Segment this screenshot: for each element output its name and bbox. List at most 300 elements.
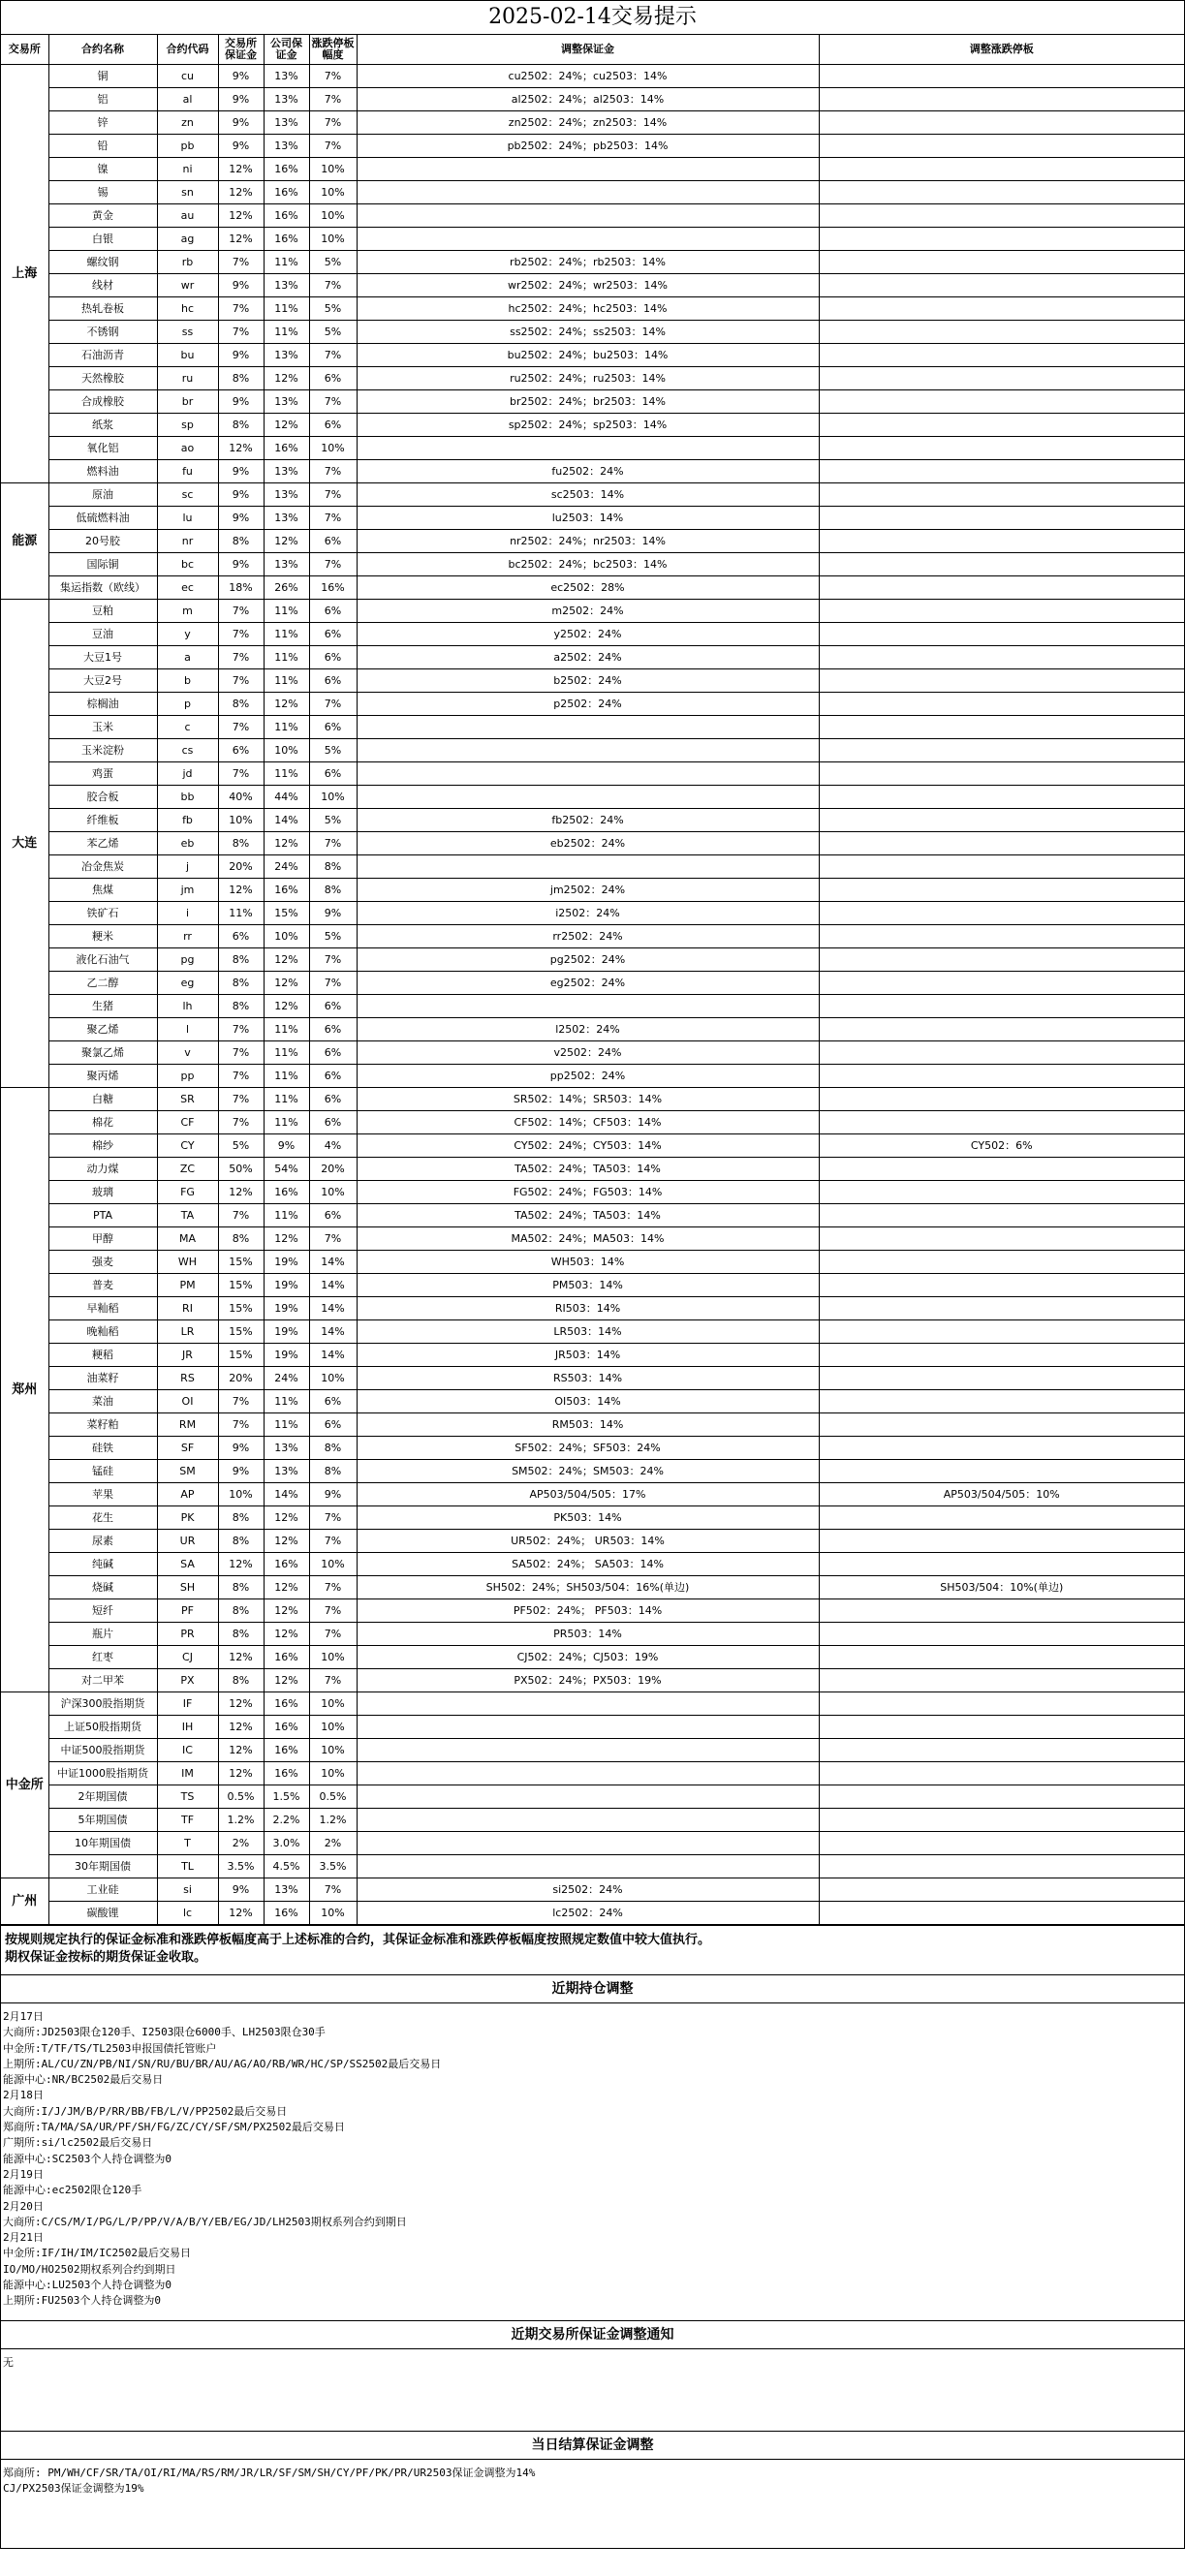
contract-code-cell: b [157, 669, 218, 693]
exchange-margin-cell: 9% [218, 1460, 264, 1483]
contract-code-cell: IM [157, 1762, 218, 1785]
adjusted-limit-cell [819, 344, 1184, 367]
company-margin-cell: 16% [264, 158, 309, 181]
adjusted-margin-cell: pp2502：24% [357, 1065, 819, 1088]
contract-code-cell: sc [157, 483, 218, 507]
table-row [1, 1762, 1184, 1785]
adjusted-limit-cell [819, 483, 1184, 507]
contract-code-cell: lh [157, 995, 218, 1018]
adjusted-limit-cell [819, 1599, 1184, 1623]
contract-name-cell: 聚氯乙烯 [48, 1041, 157, 1065]
table-row [1, 1460, 1184, 1483]
table-row [1, 1320, 1184, 1344]
company-margin-cell: 19% [264, 1274, 309, 1297]
price-limit-cell: 10% [309, 1716, 357, 1739]
price-limit-cell: 7% [309, 948, 357, 972]
text-line: 广期所:si/lc2502最后交易日 [3, 2136, 153, 2150]
price-limit-cell: 14% [309, 1274, 357, 1297]
adjusted-limit-cell: AP503/504/505：10% [819, 1483, 1184, 1506]
contract-name-cell: PTA [48, 1204, 157, 1227]
contract-code-cell: SA [157, 1553, 218, 1576]
price-limit-cell: 7% [309, 1576, 357, 1599]
exchange-margin-cell: 12% [218, 1762, 264, 1785]
company-margin-cell: 12% [264, 1506, 309, 1530]
adjusted-limit-cell [819, 1251, 1184, 1274]
table-row [1, 1111, 1184, 1134]
contract-code-cell: nr [157, 530, 218, 553]
adjusted-limit-cell [819, 390, 1184, 414]
table-row [1, 1669, 1184, 1692]
contract-name-cell: 豆油 [48, 623, 157, 646]
contract-name-cell: 2年期国债 [48, 1785, 157, 1809]
table-row [1, 1251, 1184, 1274]
company-margin-cell: 11% [264, 623, 309, 646]
header-adjusted-limit: 调整涨跌停板 [819, 35, 1184, 65]
table-row [1, 995, 1184, 1018]
adjusted-limit-cell [819, 1832, 1184, 1855]
company-margin-cell: 11% [264, 1018, 309, 1041]
contract-name-cell: 碳酸锂 [48, 1902, 157, 1925]
adjusted-margin-cell [357, 1762, 819, 1785]
adjusted-margin-cell: al2502：24%；al2503：14% [357, 88, 819, 111]
adjusted-limit-cell [819, 367, 1184, 390]
contract-code-cell: WH [157, 1251, 218, 1274]
exchange-margin-cell: 9% [218, 460, 264, 483]
company-margin-cell: 26% [264, 576, 309, 600]
exchange-margin-cell: 15% [218, 1274, 264, 1297]
exchange-margin-cell: 5% [218, 1134, 264, 1158]
price-limit-cell: 10% [309, 181, 357, 204]
adjusted-limit-cell [819, 693, 1184, 716]
contract-name-cell: 铁矿石 [48, 902, 157, 925]
exchange-margin-cell: 12% [218, 1646, 264, 1669]
contract-code-cell: bc [157, 553, 218, 576]
adjusted-limit-cell [819, 1506, 1184, 1530]
contract-name-cell: 豆粕 [48, 600, 157, 623]
adjusted-margin-cell: p2502：24% [357, 693, 819, 716]
adjusted-margin-cell [357, 1832, 819, 1855]
price-limit-cell: 7% [309, 88, 357, 111]
contract-name-cell: 5年期国债 [48, 1809, 157, 1832]
adjusted-margin-cell: TA502：24%；TA503：14% [357, 1204, 819, 1227]
exchange-margin-cell: 8% [218, 367, 264, 390]
exchange-name-cell: 上海 [1, 65, 48, 483]
price-limit-cell: 10% [309, 437, 357, 460]
exchange-margin-cell: 8% [218, 948, 264, 972]
company-margin-cell: 10% [264, 739, 309, 762]
contract-name-cell: 玻璃 [48, 1181, 157, 1204]
contract-code-cell: RM [157, 1413, 218, 1437]
contract-code-cell: IF [157, 1692, 218, 1716]
contract-name-cell: 纸浆 [48, 414, 157, 437]
adjusted-margin-cell [357, 995, 819, 1018]
adjusted-limit-cell [819, 181, 1184, 204]
adjusted-margin-cell: rr2502：24% [357, 925, 819, 948]
price-limit-cell: 7% [309, 274, 357, 297]
table-row [1, 135, 1184, 158]
contract-name-cell: 菜籽粕 [48, 1413, 157, 1437]
adjusted-margin-cell: SH502：24%；SH503/504：16%(单边) [357, 1576, 819, 1599]
adjusted-margin-cell [357, 1692, 819, 1716]
price-limit-cell: 5% [309, 251, 357, 274]
contract-code-cell: ni [157, 158, 218, 181]
company-margin-cell: 16% [264, 1692, 309, 1716]
contract-name-cell: 胶合板 [48, 786, 157, 809]
adjusted-margin-cell: SR502：14%；SR503：14% [357, 1088, 819, 1111]
adjusted-margin-cell: JR503：14% [357, 1344, 819, 1367]
adjusted-limit-cell [819, 879, 1184, 902]
contract-name-cell: 沪深300股指期货 [48, 1692, 157, 1716]
adjusted-limit-cell [819, 669, 1184, 693]
contract-code-cell: sp [157, 414, 218, 437]
adjusted-limit-cell [819, 204, 1184, 228]
exchange-margin-cell: 9% [218, 88, 264, 111]
price-limit-cell: 3.5% [309, 1855, 357, 1878]
adjusted-limit-cell [819, 65, 1184, 88]
adjusted-limit-cell [819, 88, 1184, 111]
adjusted-margin-cell: UR502：24%； UR503：14% [357, 1530, 819, 1553]
contract-name-cell: 纤维板 [48, 809, 157, 832]
contract-code-cell: hc [157, 297, 218, 321]
table-row [1, 1390, 1184, 1413]
adjusted-limit-cell [819, 576, 1184, 600]
contract-name-cell: 棕榈油 [48, 693, 157, 716]
price-limit-cell: 7% [309, 1599, 357, 1623]
adjusted-limit-cell [819, 902, 1184, 925]
table-row [1, 507, 1184, 530]
contract-code-cell: PR [157, 1623, 218, 1646]
adjusted-margin-cell: ss2502：24%；ss2503：14% [357, 321, 819, 344]
adjusted-margin-cell [357, 855, 819, 879]
contract-code-cell: MA [157, 1227, 218, 1251]
contract-code-cell: ru [157, 367, 218, 390]
exchange-margin-cell: 7% [218, 669, 264, 693]
table-row [1, 855, 1184, 879]
contract-code-cell: CJ [157, 1646, 218, 1669]
price-limit-cell: 10% [309, 786, 357, 809]
adjusted-limit-cell [819, 228, 1184, 251]
table-row [1, 972, 1184, 995]
company-margin-cell: 13% [264, 1878, 309, 1902]
price-limit-cell: 7% [309, 507, 357, 530]
exchange-margin-cell: 12% [218, 158, 264, 181]
contract-name-cell: 不锈钢 [48, 321, 157, 344]
price-limit-cell: 14% [309, 1297, 357, 1320]
contract-code-cell: TA [157, 1204, 218, 1227]
table-row [1, 948, 1184, 972]
adjusted-limit-cell [819, 274, 1184, 297]
contract-name-cell: 合成橡胶 [48, 390, 157, 414]
company-margin-cell: 11% [264, 1041, 309, 1065]
exchange-margin-cell: 8% [218, 1599, 264, 1623]
company-margin-cell: 16% [264, 1902, 309, 1925]
contract-code-cell: sn [157, 181, 218, 204]
price-limit-cell: 14% [309, 1320, 357, 1344]
table-row [1, 111, 1184, 135]
adjusted-limit-cell [819, 135, 1184, 158]
text-line: 2月19日 [3, 2167, 44, 2181]
company-margin-cell: 16% [264, 204, 309, 228]
contract-name-cell: 动力煤 [48, 1158, 157, 1181]
contract-code-cell: PM [157, 1274, 218, 1297]
adjusted-margin-cell: lu2503：14% [357, 507, 819, 530]
company-margin-cell: 16% [264, 228, 309, 251]
exchange-margin-cell: 12% [218, 204, 264, 228]
table-row [1, 1483, 1184, 1506]
contract-name-cell: 中证500股指期货 [48, 1739, 157, 1762]
adjusted-margin-cell [357, 716, 819, 739]
price-limit-cell: 14% [309, 1251, 357, 1274]
adjusted-margin-cell: eb2502：24% [357, 832, 819, 855]
company-margin-cell: 12% [264, 1669, 309, 1692]
contract-code-cell: JR [157, 1344, 218, 1367]
company-margin-cell: 12% [264, 1576, 309, 1599]
exchange-margin-cell: 12% [218, 228, 264, 251]
text-line: 郑商所: PM/WH/CF/SR/TA/OI/RI/MA/RS/RM/JR/LR/SF/SM/SH/CY/PF/PK/PR/UR2503保证金调整为14% [3, 2467, 536, 2479]
contract-code-cell: pg [157, 948, 218, 972]
text-line: 中金所:T/TF/TS/TL2503申报国债托管账户 [3, 2041, 217, 2055]
table-row [1, 623, 1184, 646]
exchange-margin-cell: 8% [218, 995, 264, 1018]
contract-name-cell: 短纤 [48, 1599, 157, 1623]
adjusted-margin-cell: SM502：24%；SM503：24% [357, 1460, 819, 1483]
adjusted-limit-cell [819, 1855, 1184, 1878]
exchange-name-cell: 广州 [1, 1878, 48, 1925]
adjusted-margin-cell: PR503：14% [357, 1623, 819, 1646]
adjusted-margin-cell: bu2502：24%；bu2503：14% [357, 344, 819, 367]
table-row [1, 902, 1184, 925]
price-limit-cell: 6% [309, 1413, 357, 1437]
margin-notice-body [1, 2349, 1184, 2431]
exchange-margin-cell: 9% [218, 553, 264, 576]
table-row [1, 1530, 1184, 1553]
price-limit-cell: 7% [309, 1623, 357, 1646]
company-margin-cell: 13% [264, 460, 309, 483]
adjusted-margin-cell: AP503/504/505：17% [357, 1483, 819, 1506]
adjusted-margin-cell: wr2502：24%；wr2503：14% [357, 274, 819, 297]
exchange-margin-cell: 7% [218, 1413, 264, 1437]
adjusted-limit-cell [819, 1809, 1184, 1832]
price-limit-cell: 5% [309, 739, 357, 762]
price-limit-cell: 7% [309, 553, 357, 576]
contract-name-cell: 乙二醇 [48, 972, 157, 995]
exchange-margin-cell: 8% [218, 972, 264, 995]
contract-code-cell: bb [157, 786, 218, 809]
company-margin-cell: 19% [264, 1297, 309, 1320]
text-line: 能源中心:NR/BC2502最后交易日 [3, 2073, 164, 2087]
adjusted-margin-cell [357, 204, 819, 228]
adjusted-margin-cell [357, 1716, 819, 1739]
exchange-margin-cell: 0.5% [218, 1785, 264, 1809]
company-margin-cell: 16% [264, 1762, 309, 1785]
contract-code-cell: TS [157, 1785, 218, 1809]
price-limit-cell: 6% [309, 530, 357, 553]
price-limit-cell: 4% [309, 1134, 357, 1158]
contract-code-cell: CY [157, 1134, 218, 1158]
table-row [1, 1413, 1184, 1437]
text-line: 能源中心:LU2503个人持仓调整为0 [3, 2279, 172, 2292]
adjusted-margin-cell: si2502：24% [357, 1878, 819, 1902]
adjusted-margin-cell: i2502：24% [357, 902, 819, 925]
price-limit-cell: 5% [309, 321, 357, 344]
exchange-margin-cell: 7% [218, 1041, 264, 1065]
table-row [1, 228, 1184, 251]
contract-code-cell: c [157, 716, 218, 739]
table-row [1, 1692, 1184, 1716]
adjusted-margin-cell: PF502：24%； PF503：14% [357, 1599, 819, 1623]
contract-code-cell: TF [157, 1809, 218, 1832]
adjusted-margin-cell: zn2502：24%；zn2503：14% [357, 111, 819, 135]
adjusted-margin-cell [357, 762, 819, 786]
exchange-margin-cell: 10% [218, 809, 264, 832]
contract-code-cell: cu [157, 65, 218, 88]
price-limit-cell: 6% [309, 669, 357, 693]
contract-code-cell: SM [157, 1460, 218, 1483]
contract-code-cell: v [157, 1041, 218, 1065]
exchange-margin-cell: 12% [218, 1553, 264, 1576]
table-row [1, 693, 1184, 716]
contract-name-cell: 大豆1号 [48, 646, 157, 669]
price-limit-cell: 6% [309, 1111, 357, 1134]
adjusted-margin-cell: TA502：24%；TA503：14% [357, 1158, 819, 1181]
table-row [1, 669, 1184, 693]
price-limit-cell: 6% [309, 1065, 357, 1088]
contract-name-cell: 集运指数（欧线） [48, 576, 157, 600]
contract-name-cell: 石油沥青 [48, 344, 157, 367]
adjusted-limit-cell [819, 507, 1184, 530]
contract-code-cell: SR [157, 1088, 218, 1111]
table-row [1, 1065, 1184, 1088]
company-margin-cell: 11% [264, 762, 309, 786]
exchange-margin-cell: 3.5% [218, 1855, 264, 1878]
table-row [1, 1576, 1184, 1599]
adjusted-limit-cell [819, 1018, 1184, 1041]
exchange-margin-cell: 9% [218, 390, 264, 414]
contract-name-cell: 对二甲苯 [48, 1669, 157, 1692]
contract-code-cell: FG [157, 1181, 218, 1204]
contract-name-cell: 甲醇 [48, 1227, 157, 1251]
exchange-margin-cell: 15% [218, 1344, 264, 1367]
footnote-line-1: 按规则规定执行的保证金标准和涨跌停板幅度高于上述标准的合约，其保证金标准和涨跌停板幅度按照规定数值中较大值执行。 [5, 1933, 711, 1947]
table-row [1, 1088, 1184, 1111]
contract-name-cell: 10年期国债 [48, 1832, 157, 1855]
text-line: 大商所:I/J/JM/B/P/RR/BB/FB/L/V/PP2502最后交易日 [3, 2104, 288, 2118]
exchange-margin-cell: 9% [218, 111, 264, 135]
price-limit-cell: 7% [309, 135, 357, 158]
company-margin-cell: 1.5% [264, 1785, 309, 1809]
adjusted-margin-cell: CJ502：24%；CJ503：19% [357, 1646, 819, 1669]
contract-code-cell: l [157, 1018, 218, 1041]
header-price-limit: 涨跌停板幅度 [309, 35, 357, 65]
contract-name-cell: 聚丙烯 [48, 1065, 157, 1088]
table-row [1, 483, 1184, 507]
exchange-margin-cell: 7% [218, 1111, 264, 1134]
table-row [1, 576, 1184, 600]
company-margin-cell: 19% [264, 1251, 309, 1274]
company-margin-cell: 11% [264, 1390, 309, 1413]
company-margin-cell: 13% [264, 88, 309, 111]
company-margin-cell: 4.5% [264, 1855, 309, 1878]
exchange-margin-cell: 8% [218, 693, 264, 716]
contract-name-cell: 工业硅 [48, 1878, 157, 1902]
price-limit-cell: 6% [309, 414, 357, 437]
price-limit-cell: 7% [309, 1878, 357, 1902]
exchange-margin-cell: 12% [218, 437, 264, 460]
contract-name-cell: 铝 [48, 88, 157, 111]
price-limit-cell: 6% [309, 1204, 357, 1227]
adjusted-limit-cell [819, 1390, 1184, 1413]
adjusted-margin-cell: hc2502：24%；hc2503：14% [357, 297, 819, 321]
table-row [1, 553, 1184, 576]
price-limit-cell: 0.5% [309, 1785, 357, 1809]
contract-code-cell: pp [157, 1065, 218, 1088]
contract-name-cell: 瓶片 [48, 1623, 157, 1646]
exchange-margin-cell: 7% [218, 1065, 264, 1088]
table-row [1, 1204, 1184, 1227]
adjusted-limit-cell [819, 1437, 1184, 1460]
exchange-margin-cell: 6% [218, 739, 264, 762]
contract-code-cell: j [157, 855, 218, 879]
contract-code-cell: wr [157, 274, 218, 297]
exchange-margin-cell: 15% [218, 1251, 264, 1274]
adjusted-limit-cell [819, 437, 1184, 460]
adjusted-margin-cell: RM503：14% [357, 1413, 819, 1437]
company-margin-cell: 12% [264, 1530, 309, 1553]
table-row [1, 1623, 1184, 1646]
adjusted-margin-cell: ec2502：28% [357, 576, 819, 600]
contract-code-cell: ag [157, 228, 218, 251]
price-limit-cell: 10% [309, 1367, 357, 1390]
company-margin-cell: 44% [264, 786, 309, 809]
table-row [1, 739, 1184, 762]
footnote [1, 1925, 1184, 1974]
margin-table [1, 35, 1184, 1925]
contract-name-cell: 铜 [48, 65, 157, 88]
position-adjust-body [1, 2003, 1184, 2320]
adjusted-limit-cell [819, 1088, 1184, 1111]
contract-name-cell: 苯乙烯 [48, 832, 157, 855]
table-row [1, 1809, 1184, 1832]
exchange-margin-cell: 7% [218, 1390, 264, 1413]
adjusted-limit-cell [819, 1041, 1184, 1065]
exchange-margin-cell: 9% [218, 1437, 264, 1460]
table-row [1, 1274, 1184, 1297]
price-limit-cell: 7% [309, 390, 357, 414]
company-margin-cell: 12% [264, 972, 309, 995]
contract-name-cell: 锌 [48, 111, 157, 135]
table-row [1, 1902, 1184, 1925]
daily-margin-section [1, 2431, 1184, 2549]
adjusted-limit-cell: SH503/504：10%(单边) [819, 1576, 1184, 1599]
table-row [1, 65, 1184, 88]
table-row [1, 1227, 1184, 1251]
contract-name-cell: 天然橡胶 [48, 367, 157, 390]
contract-name-cell: 棉花 [48, 1111, 157, 1134]
table-row [1, 1344, 1184, 1367]
price-limit-cell: 10% [309, 1762, 357, 1785]
table-header-row [1, 35, 1184, 65]
table-row [1, 925, 1184, 948]
adjusted-margin-cell: PK503：14% [357, 1506, 819, 1530]
adjusted-limit-cell [819, 739, 1184, 762]
price-limit-cell: 8% [309, 1460, 357, 1483]
contract-name-cell: 焦煤 [48, 879, 157, 902]
table-row [1, 1646, 1184, 1669]
company-margin-cell: 11% [264, 1111, 309, 1134]
text-line: 大商所:JD2503限仓120手、I2503限仓6000手、LH2503限仓30手 [3, 2026, 326, 2039]
adjusted-limit-cell [819, 1739, 1184, 1762]
company-margin-cell: 16% [264, 1716, 309, 1739]
